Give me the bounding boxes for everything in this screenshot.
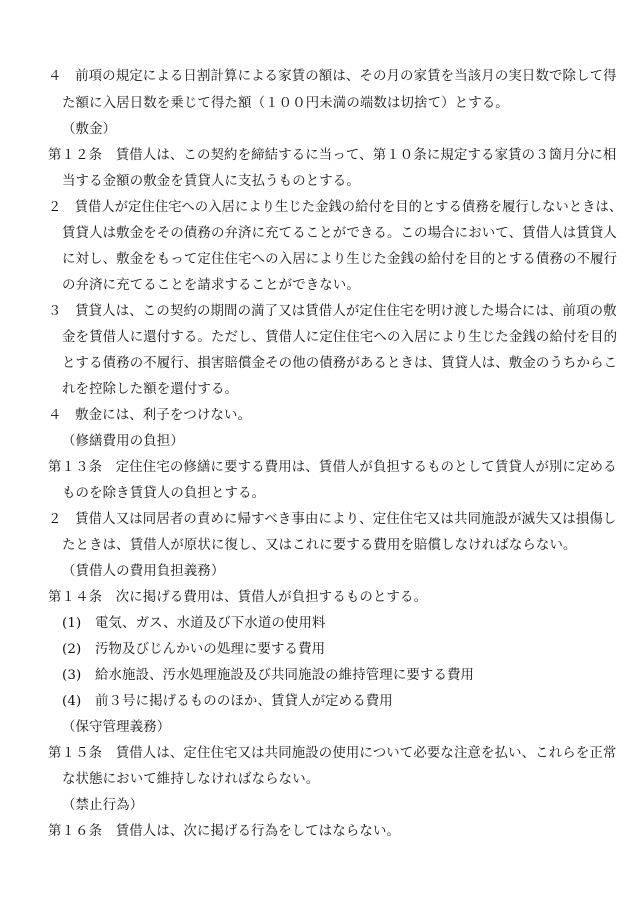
- text-line: とする債務の不履行、損害賠償金その他の債務があるときは、賃貸人は、敷金のうちからこ: [62, 356, 618, 371]
- list-item: (2) 汚物及びじんかいの処理に要する費用: [62, 642, 326, 657]
- list-item: (1) 電気、ガス、水道及び下水道の使用料: [62, 616, 326, 631]
- text-line: 金を賃借人に還付する。ただし、賃借人に定住住宅への入居により生じた金銭の給付を目的: [62, 330, 618, 345]
- list-item: (3) 給水施設、汚水処理施設及び共同施設の維持管理に要する費用: [62, 668, 475, 683]
- text-line: ものを除き賃貸人の負担とする。: [62, 486, 266, 501]
- text-line: に対し、敷金をもって定住住宅への入居により生じた金銭の給付を目的とする債務の不履行: [62, 252, 618, 267]
- list-item: (4) 前３号に掲げるもののほか、賃貸人が定める費用: [62, 694, 393, 709]
- article-heading: 第１２条 賃借人は、この契約を締結するに当って、第１０条に規定する家賃の３箇月分に相: [48, 148, 617, 163]
- text-line: ２ 賃借人が定住住宅への入居により生じた金銭の給付を目的とする債務を履行しないときは、: [48, 200, 623, 215]
- section-heading: （修繕費用の負担）: [62, 434, 184, 449]
- text-line: ４ 前項の規定による日割計算による家賃の額は、その月の家賃を当該月の実日数で除して得: [48, 69, 617, 84]
- article-heading: 第１５条 賃借人は、定住住宅又は共同施設の使用について必要な注意を払い、これらを正常: [48, 746, 617, 761]
- text-line: ２ 賃借人又は同居者の責めに帰すべき事由により、定住住宅又は共同施設が滅失又は損傷し: [48, 512, 617, 527]
- text-line: れを控除した額を還付する。: [62, 382, 239, 397]
- text-line: た額に入居日数を乗じて得た額（１００円未満の端数は切捨て）とする。: [62, 96, 509, 111]
- text-line: の弁済に充てることを請求することができない。: [62, 278, 360, 293]
- text-line: たときは、賃借人が原状に復し、又はこれに要する費用を賠償しなければならない。: [62, 538, 577, 553]
- text-line: な状態において維持しなければならない。: [62, 772, 320, 787]
- section-heading: （敷金）: [62, 122, 117, 137]
- section-heading: （禁止行為）: [62, 798, 144, 813]
- text-line: 賃貸人は敷金をその債務の弁済に充てることができる。この場合において、賃借人は賃貸人: [62, 226, 617, 241]
- section-heading: （保守管理義務）: [62, 720, 171, 735]
- article-heading: 第１４条 次に掲げる費用は、賃借人が負担するものとする。: [48, 590, 428, 605]
- section-heading: （賃借人の費用負担義務）: [62, 564, 225, 579]
- text-line: ３ 賃貸人は、この契約の期間の満了又は賃借人が定住住宅を明け渡した場合には、前項の敷: [48, 304, 617, 319]
- text-line: ４ 敷金には、利子をつけない。: [48, 408, 252, 423]
- article-heading: 第１３条 定住住宅の修繕に要する費用は、賃借人が負担するものとして賃貸人が別に定める: [48, 460, 617, 475]
- text-line: 当する金額の敷金を賃貸人に支払うものとする。: [62, 174, 360, 189]
- article-heading: 第１６条 賃借人は、次に掲げる行為をしてはならない。: [48, 824, 401, 839]
